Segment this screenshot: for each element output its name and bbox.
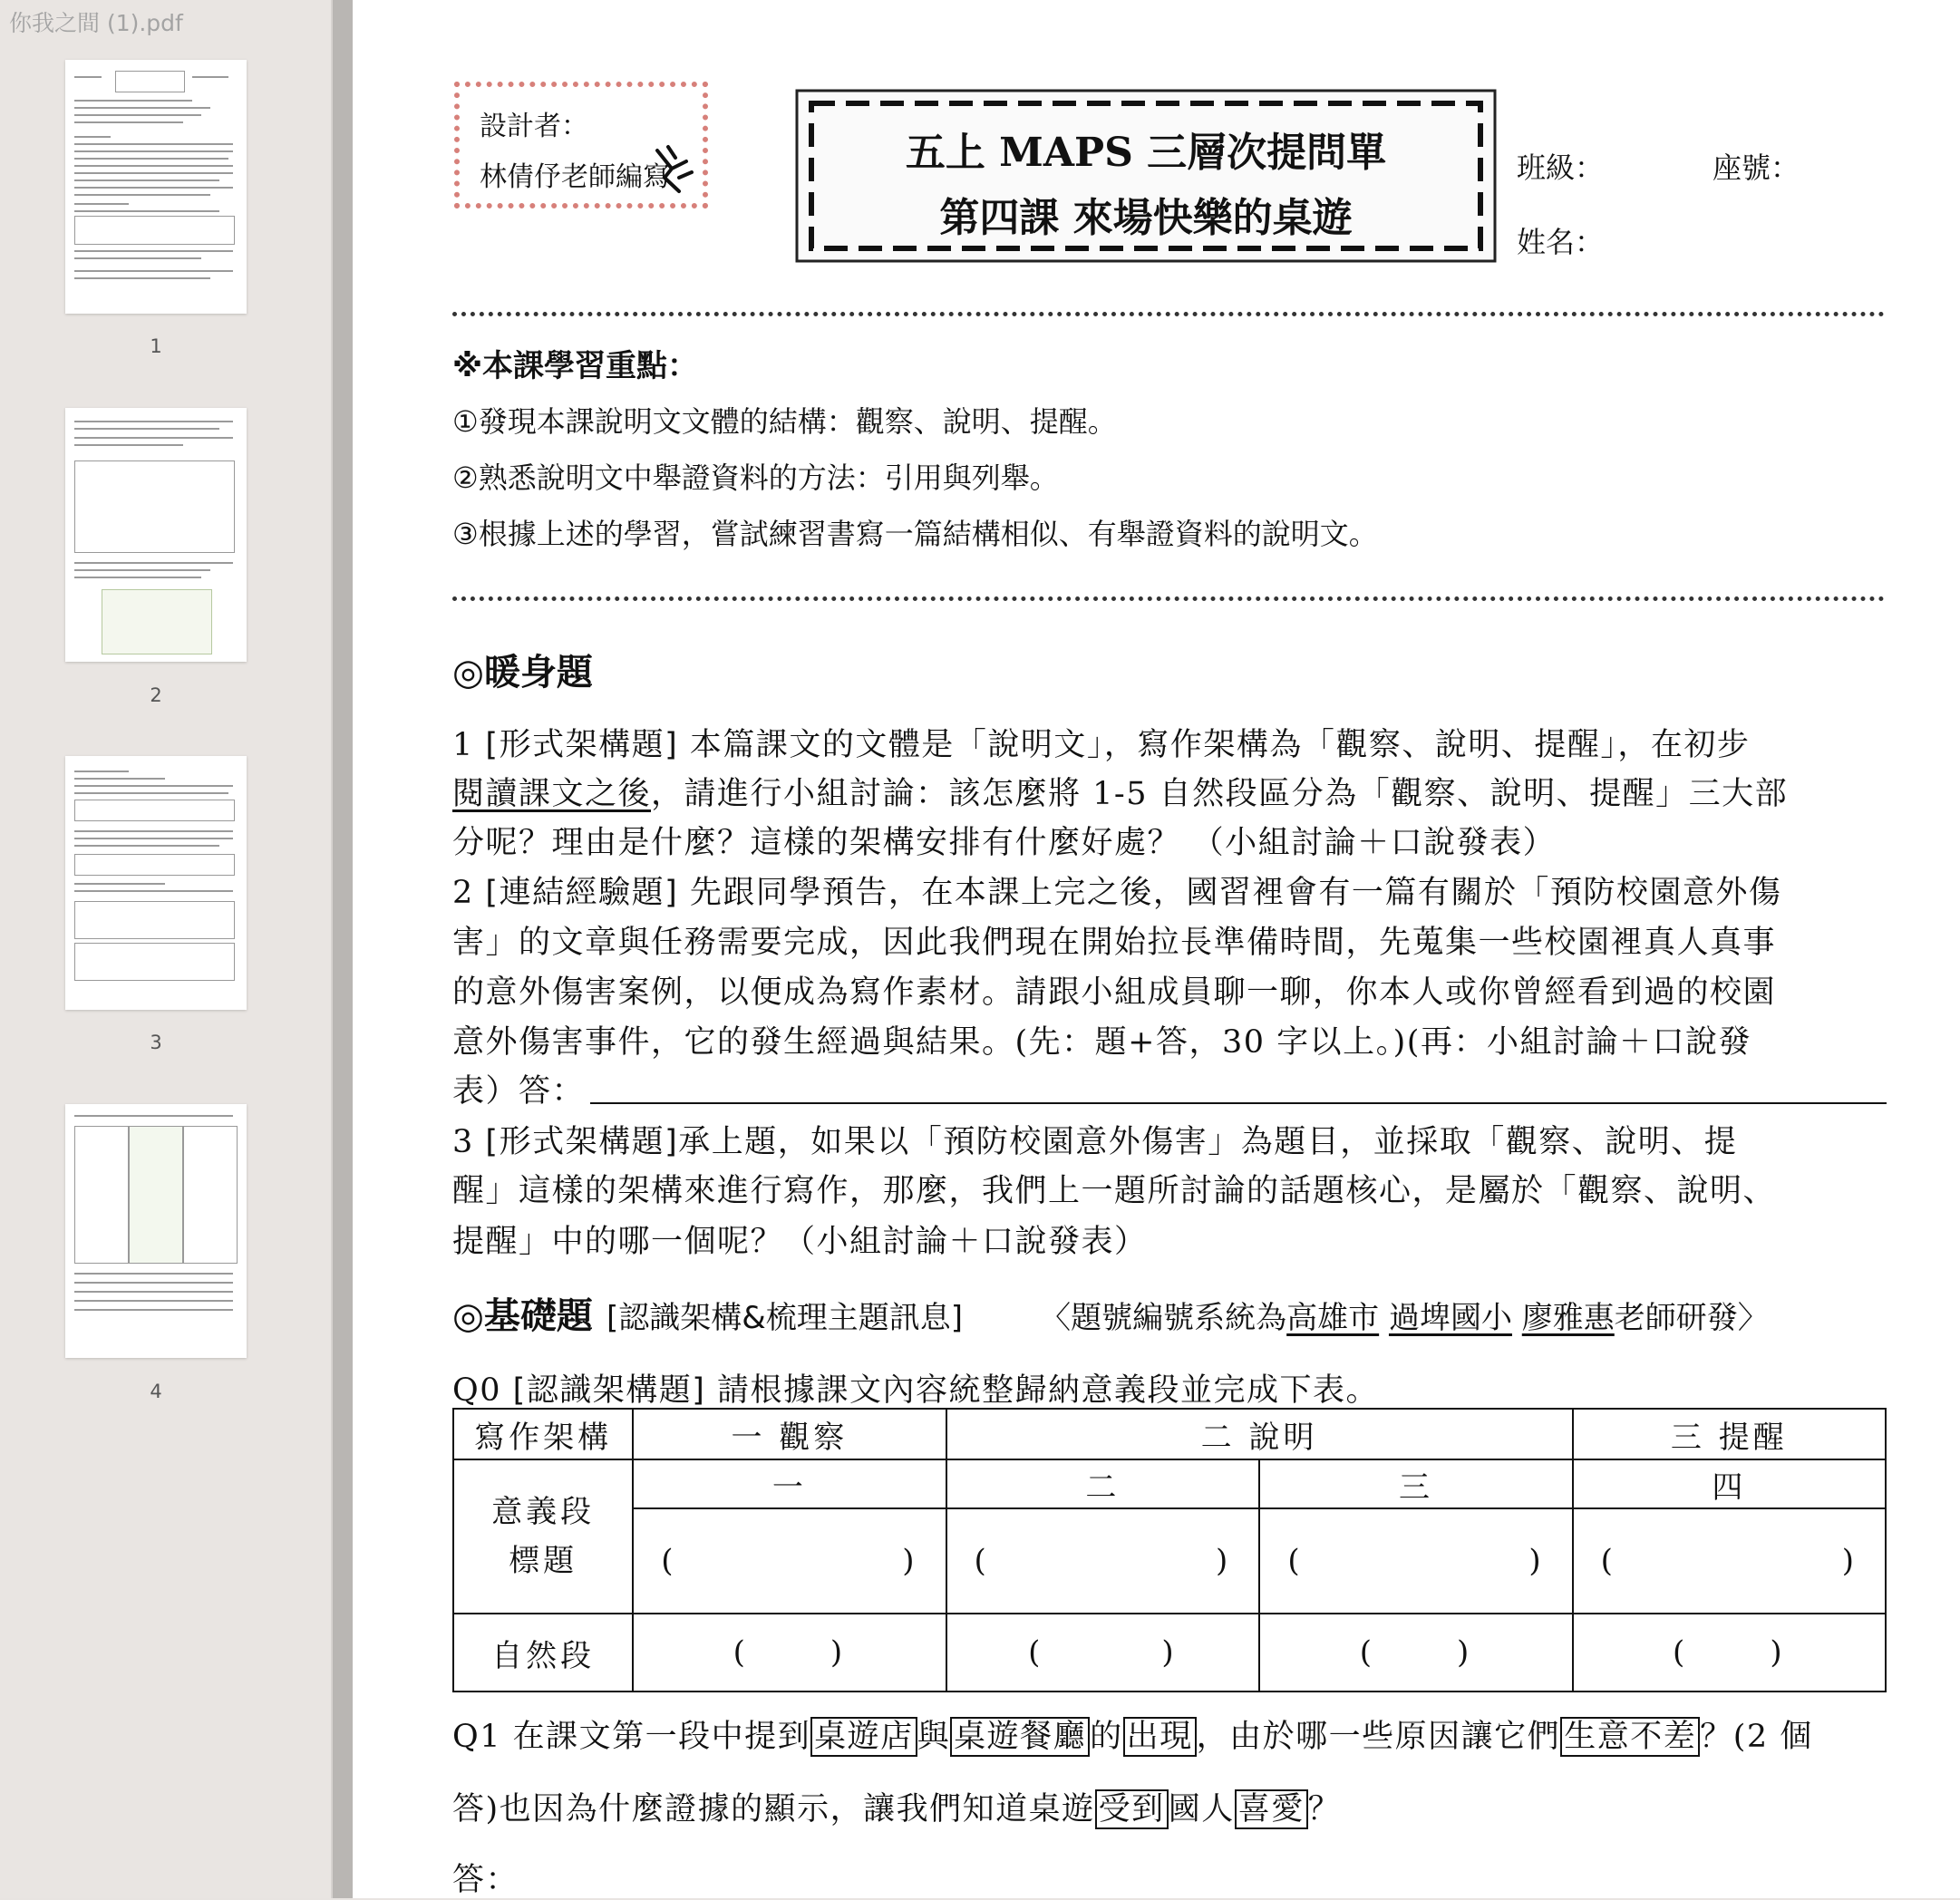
- segment-2: 二: [946, 1459, 1260, 1508]
- paragraph-input-1[interactable]: ( ): [633, 1614, 946, 1692]
- title-box: [793, 87, 1499, 265]
- designer-label: 設計者：: [480, 111, 588, 142]
- q1-line-2: 答)也因為什麼證據的顯示，讓我們知道桌遊 受到 國人 喜愛 ？: [452, 1791, 1342, 1827]
- warmup-q3-line-3: 提醒」中的哪一個呢？（小組討論＋口說發表）: [452, 1224, 1148, 1260]
- title-input-2[interactable]: ( ): [946, 1508, 1260, 1614]
- paragraph-input-4[interactable]: ( ): [1573, 1614, 1886, 1692]
- warmup-q2-line-1: 2 [連結經驗題] 先跟同學預告，在本課上完之後，國習裡會有一篇有關於「預防校園意外傷: [452, 875, 1782, 911]
- doodle-icon: [652, 141, 697, 196]
- paragraph-input-3[interactable]: ( ): [1259, 1614, 1572, 1692]
- q1-line-1: Q1 在課文第一段中提到 桌遊店 與 桌遊餐廳 的 出現 ，由於哪一些原因讓它們 生意不差 ？(2 個: [452, 1719, 1813, 1755]
- designer-name: 林倩伃老師編寫: [480, 161, 670, 193]
- title-input-1[interactable]: ( ): [633, 1508, 946, 1614]
- segment-1: 一: [633, 1459, 946, 1508]
- focus-item-3: ③根據上述的學習，嘗試練習書寫一篇結構相似、有舉證資料的說明文。: [452, 517, 1378, 551]
- header-explain: 二 說明: [946, 1409, 1573, 1459]
- designer-box: [454, 82, 708, 208]
- thumbnail-sidebar: [0, 0, 333, 1898]
- warmup-q2-line-3: 的意外傷害案例，以便成為寫作素材。請跟小組成員聊一聊，你本人或你曾經看到過的校園: [452, 974, 1777, 1011]
- dotted-divider-2: [452, 596, 1885, 601]
- sidebar-divider[interactable]: [333, 0, 353, 1898]
- header-observe: 一 觀察: [633, 1409, 946, 1459]
- name-label: 姓名：: [1517, 225, 1605, 259]
- warmup-q2-line-2: 害」的文章與任務需要完成，因此我們現在開始拉長準備時間，先蒐集一些校園裡真人真事: [452, 925, 1777, 961]
- focus-item-2: ②熟悉說明文中舉證資料的方法：引用與列舉。: [452, 460, 1059, 495]
- warmup-q2-line-5: 表）答：: [452, 1073, 586, 1110]
- basic-tag: [認識架構&梳理主題訊息]: [606, 1300, 964, 1336]
- warmup-q3-line-1: 3 [形式架構題]承上題，如果以「預防校園意外傷害」為題目，並採取「觀察、說明、提: [452, 1124, 1738, 1160]
- paragraph-input-2[interactable]: ( ): [946, 1614, 1260, 1692]
- page-thumbnail-3[interactable]: [65, 756, 247, 1010]
- page-number-2: 2: [150, 684, 162, 706]
- answer-line[interactable]: [590, 1102, 1887, 1104]
- page-number-1: 1: [150, 335, 162, 357]
- row-title-cell: 意義段 標題: [453, 1459, 633, 1614]
- header-structure: 寫作架構: [453, 1409, 633, 1459]
- title-input-3[interactable]: ( ): [1259, 1508, 1572, 1614]
- q0-line: Q0 [認識架構題] 請根據課文內容統整歸納意義段並完成下表。: [452, 1372, 1380, 1409]
- document-title: 你我之間 (1).pdf: [9, 10, 183, 36]
- basic-credit: 〈題號編號系統為高雄市 過埤國小 廖雅惠老師研發〉: [1040, 1300, 1769, 1336]
- pdf-page: [353, 0, 1960, 1898]
- warmup-q1-line-2: 閱讀課文之後，請進行小組討論：該怎麼將 1-5 自然段區分為「觀察、說明、提醒」三大部: [452, 776, 1789, 812]
- page-number-4: 4: [150, 1381, 162, 1402]
- segment-4: 四: [1573, 1459, 1886, 1508]
- page-thumbnail-1[interactable]: [65, 60, 247, 314]
- warmup-q3-line-2: 醒」這樣的架構來進行寫作，那麼，我們上一題所討論的話題核心，是屬於「觀察、說明、: [452, 1173, 1777, 1209]
- structure-table: [452, 1408, 1887, 1692]
- class-label: 班級：: [1517, 150, 1605, 185]
- seat-label: 座號：: [1713, 150, 1800, 185]
- focus-heading: ※本課學習重點：: [452, 348, 699, 384]
- page-thumbnail-2[interactable]: [65, 408, 247, 662]
- segment-3: 三: [1259, 1459, 1572, 1508]
- warmup-heading: ◎暖身題: [452, 651, 593, 693]
- row-paragraph-label: 自然段: [453, 1614, 633, 1692]
- warmup-q1-line-1: 1 [形式架構題] 本篇課文的文體是「說明文」，寫作架構為「觀察、說明、提醒」，在初步: [452, 727, 1751, 763]
- title-line-1: 五上 MAPS 三層次提問單: [905, 130, 1387, 176]
- q1-answer-label: 答：: [452, 1862, 519, 1898]
- header-remind: 三 提醒: [1573, 1409, 1886, 1459]
- title-input-4[interactable]: ( ): [1573, 1508, 1886, 1614]
- basic-heading-row: [452, 1287, 1769, 1339]
- dotted-divider: [452, 312, 1885, 316]
- title-line-2: 第四課 來場快樂的桌遊: [939, 195, 1353, 241]
- basic-heading: ◎基礎題: [452, 1294, 593, 1337]
- focus-item-1: ①發現本課說明文文體的結構：觀察、說明、提醒。: [452, 404, 1117, 439]
- warmup-q2-line-4: 意外傷害事件，它的發生經過與結果。(先：題+答，30 字以上。)(再：小組討論＋口說發: [452, 1024, 1751, 1061]
- page-number-3: 3: [150, 1032, 162, 1053]
- warmup-q1-line-3: 分呢？理由是什麼？這樣的架構安排有什麼好處？ （小組討論＋口說發表）: [452, 825, 1557, 861]
- page-thumbnail-4[interactable]: [65, 1104, 247, 1358]
